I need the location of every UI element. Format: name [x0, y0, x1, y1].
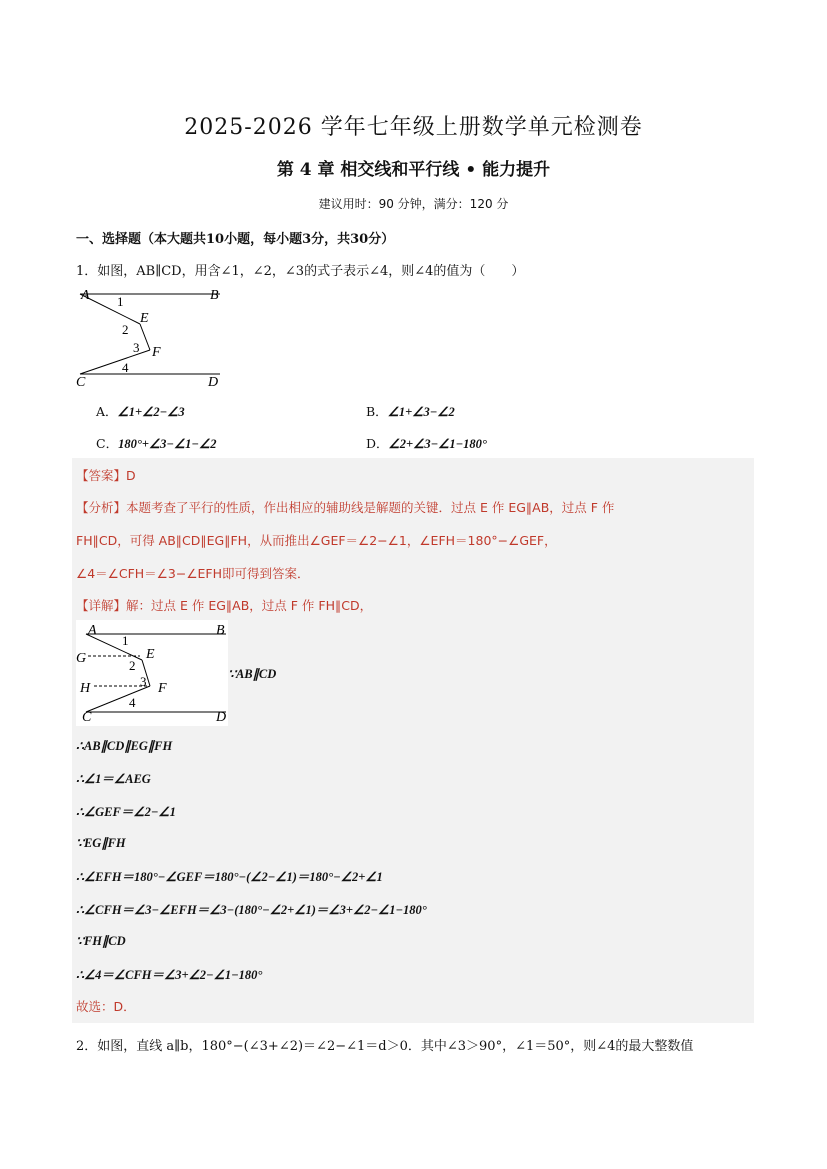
option-c[interactable]: [96, 434, 216, 452]
chapter-subtitle: 第 4 章 相交线和平行线 • 能力提升: [276, 160, 551, 180]
fig2-angle-3: 3: [140, 674, 147, 689]
option-a-label: A．: [96, 404, 118, 419]
fig2-label-h: H: [80, 681, 91, 696]
time-info: 建议用时：90 分钟，满分：120 分: [318, 197, 509, 211]
detail-figure-caption: ∵AB∥CD: [228, 667, 277, 681]
option-c-label: C．: [96, 436, 119, 451]
step-5: ∴∠EFH＝180°−∠GEF＝180°−(∠2−∠1)＝180°−∠2+∠1: [76, 870, 383, 884]
analysis-line-3: ∠4＝∠CFH＝∠3−∠EFH即可得到答案．: [76, 566, 310, 581]
detail-figure: [76, 620, 228, 726]
fig2-label-b: B: [216, 623, 225, 638]
fig2-angle-1: 1: [122, 633, 129, 648]
option-a-text: ∠1+∠2−∠3: [117, 405, 185, 419]
line-ef: [140, 324, 150, 350]
fig2-angle-4: 4: [129, 695, 136, 710]
section-heading: 一、选择题（本大题共10小题，每小题3分，共30分）: [76, 232, 395, 247]
analysis-line-1: 【分析】本题考查了平行的性质，作出相应的辅助线是解题的关键．过点 E 作 EG∥AB，过点 F 作: [76, 500, 615, 515]
option-b[interactable]: [366, 402, 455, 420]
fig2-label-c: C: [82, 710, 92, 725]
fig2-label-e: E: [146, 647, 155, 662]
option-a[interactable]: [96, 402, 185, 420]
option-b-label: B．: [366, 404, 388, 419]
fig1-angle-1: 1: [117, 294, 124, 309]
question-2-stem: 2．如图，直线 a∥b，180°−(∠3+∠2)＝∠2−∠1＝d＞0．其中∠3＞90°，∠1＝50°，则∠4的最大整数值: [76, 1039, 694, 1054]
fig2-label-a: A: [88, 623, 97, 638]
detail-heading: 【详解】解：过点 E 作 EG∥AB，过点 F 作 FH∥CD，: [76, 598, 373, 613]
option-d-label: D．: [366, 436, 389, 451]
fig1-label-a: A: [81, 288, 90, 303]
fig2-label-f: F: [158, 681, 167, 696]
option-d-text: ∠2+∠3−∠1−180°: [388, 437, 487, 451]
fig1-label-f: F: [152, 345, 161, 360]
fig2-label-g: G: [76, 651, 87, 666]
line-fc: [80, 350, 150, 374]
fig2-label-d: D: [216, 710, 227, 725]
fig1-label-e: E: [140, 311, 149, 326]
step-8: ∴∠4＝∠CFH＝∠3+∠2−∠1−180°: [76, 968, 263, 982]
answer-line: 【答案】D: [76, 468, 136, 483]
conclusion-line: 故选：D．: [76, 999, 136, 1014]
page-title: 2025-2026 学年七年级上册数学单元检测卷: [184, 115, 643, 140]
question-1-figure: [70, 282, 230, 392]
fig1-label-c: C: [76, 375, 86, 390]
option-d[interactable]: [366, 434, 487, 452]
option-b-text: ∠1+∠3−∠2: [387, 405, 455, 419]
fig1-label-b: B: [210, 288, 219, 303]
step-1: ∴AB∥CD∥EG∥FH: [76, 739, 173, 753]
fig1-angle-3: 3: [133, 340, 140, 355]
option-c-text: 180°+∠3−∠1−∠2: [118, 437, 217, 451]
step-4: ∵EG∥FH: [76, 836, 126, 850]
step-6: ∴∠CFH＝∠3−∠EFH＝∠3−(180°−∠2+∠1)＝∠3+∠2−∠1−180°: [76, 903, 427, 917]
step-3: ∴∠GEF＝∠2−∠1: [76, 805, 176, 819]
fig1-label-d: D: [208, 375, 219, 390]
fig1-angle-2: 2: [122, 322, 129, 337]
step-7: ∵FH∥CD: [76, 934, 126, 948]
analysis-line-2: FH∥CD，可得 AB∥CD∥EG∥FH，从而推出∠GEF＝∠2−∠1，∠EFH＝180°−∠GEF，: [76, 533, 557, 548]
step-2: ∴∠1＝∠AEG: [76, 772, 151, 786]
fig1-angle-4: 4: [122, 360, 129, 375]
question-1-stem: 1．如图，AB∥CD，用含∠1，∠2，∠3的式子表示∠4，则∠4的值为（ ）: [76, 264, 525, 279]
fig2-angle-2: 2: [129, 658, 136, 673]
